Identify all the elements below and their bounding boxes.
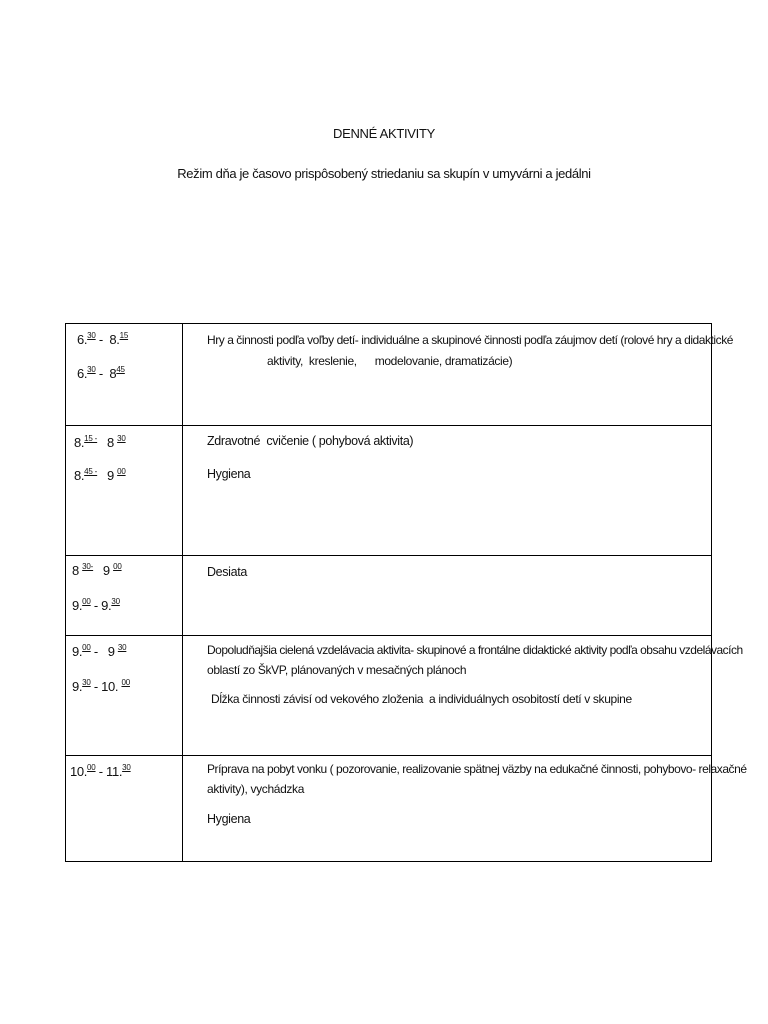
- schedule-table: [65, 323, 747, 862]
- time-range: 10.00 - 11.30: [70, 763, 131, 779]
- time-cell: [66, 426, 183, 556]
- time-range: 6.30 - 8.15: [77, 331, 129, 347]
- time-range: 8 $^{30-}$ 9 $^{00}$: [72, 562, 122, 578]
- activity-cell: [183, 556, 712, 636]
- time-cell: [66, 756, 183, 862]
- activity-text: oblastí zo ŠkVP, plánovaných v mesačných plánoch: [207, 663, 467, 678]
- activity-cell: [183, 324, 733, 426]
- activity-text: Zdravotné cvičenie ( pohybová aktivita): [207, 434, 414, 448]
- table-row: [66, 636, 712, 756]
- time-cell: [66, 556, 183, 636]
- activity-text: Dopoludňajšia cielená vzdelávacia aktivita- skupinové a frontálne didaktické aktivity podľa obsahu vzdelávacích: [207, 643, 743, 657]
- table-row: [66, 556, 712, 636]
- time-range: 9.30 - 10. $^{00}$: [72, 677, 130, 694]
- table-row: [66, 426, 712, 556]
- activity-cell: [183, 756, 747, 862]
- activity-cell: [183, 426, 712, 556]
- time-cell: [66, 636, 183, 756]
- activity-text: Príprava na pobyt vonku ( pozorovanie, realizovanie spätnej väzby na edukačné činnosti, pohybovo- relaxačné: [207, 762, 747, 776]
- activity-text: Hygiena: [207, 811, 251, 826]
- activity-text: Hygiena: [207, 467, 251, 481]
- activity-text: Desiata: [207, 565, 247, 579]
- activity-text: Hry a činnosti podľa voľby detí- individuálne a skupinové činnosti podľa záujmov detí (rolové hry a didaktické: [207, 333, 733, 347]
- time-cell: [66, 324, 183, 426]
- page-subtitle: Režim dňa je časovo prispôsobený striedaniu sa skupín v umyvárni a jedálni: [177, 166, 591, 181]
- table-row: [66, 324, 712, 426]
- time-range: 9.00 - 9.30: [72, 596, 120, 613]
- activity-cell: [183, 636, 743, 756]
- time-range: 8.$^{15 -}$ 8 $^{30}$: [74, 434, 126, 450]
- time-range: 8.$^{45 -}$ 9 $^{00}$: [74, 466, 126, 483]
- table-row: [66, 756, 712, 862]
- time-range: $6.30 - 8^{45}$: [77, 364, 125, 381]
- page-title: DENNÉ AKTIVITY: [333, 126, 435, 141]
- activity-text: aktivity, kreslenie, modelovanie, dramatizácie): [267, 354, 513, 369]
- activity-text: aktivity), vychádzka: [207, 782, 305, 797]
- time-range: 9.00 - 9 $^{30}$: [72, 643, 127, 659]
- activity-text: Dĺžka činnosti závisí od vekového zloženia a individuálnych osobitostí detí v skupine: [211, 691, 632, 706]
